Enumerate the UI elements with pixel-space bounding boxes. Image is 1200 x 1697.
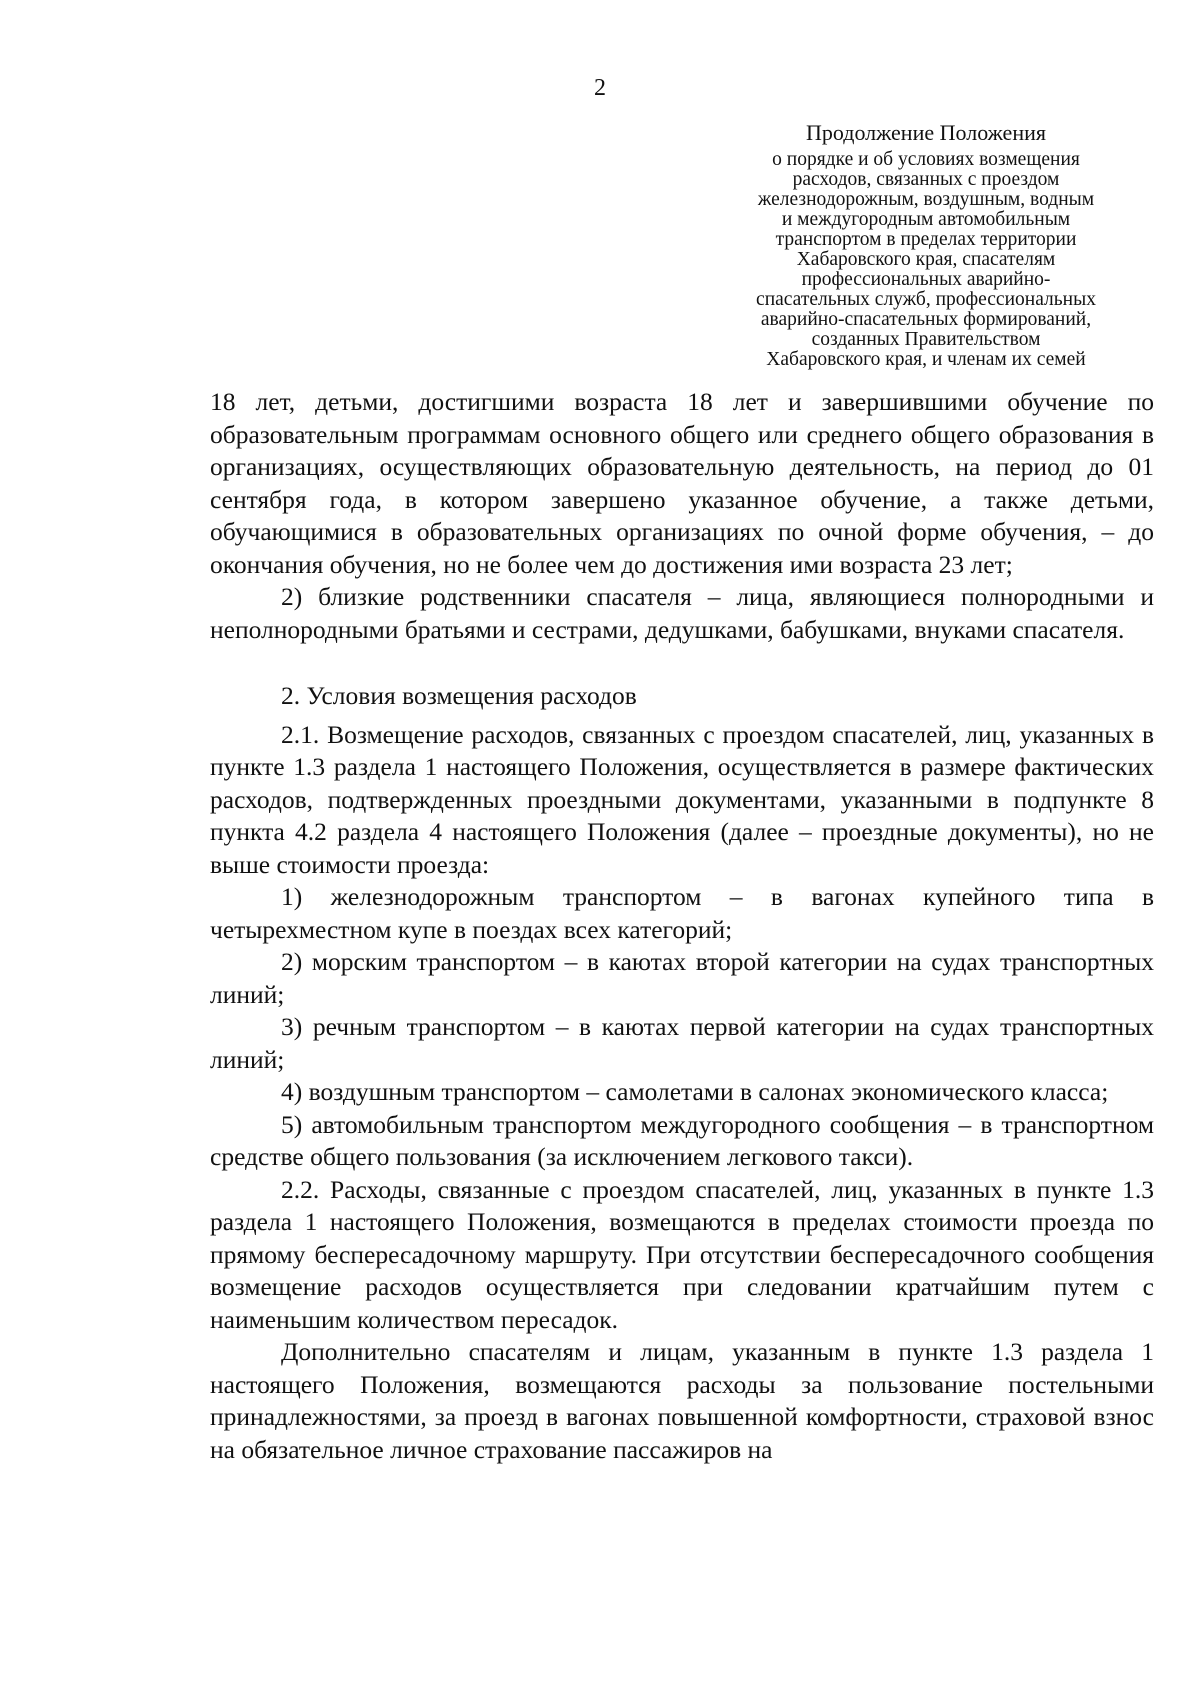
header-line: Хабаровского края, и членам их семей	[766, 349, 1086, 370]
page-number: 2	[594, 75, 606, 101]
header-line: Хабаровского края, спасателям	[796, 249, 1056, 270]
section-title: 2. Условия возмещения расходов	[281, 681, 637, 710]
list-item-air: 4) воздушным транспортом – самолетами в салонах экономического класса;	[281, 1077, 1109, 1106]
paragraph-close-relatives: 2) близкие родственники спасателя – лица, являющиеся полнородными и неполнородными братьями и сестрами, дедушками, бабушками, внуками спасателя.	[210, 582, 1154, 644]
list-item-road: 5) автомобильным транспортом междугородного сообщения – в транспортном средстве общего пользования (за исключением легкового такси).	[210, 1109, 1154, 1171]
list-item-sea: 2) морским транспортом – в каютах второй категории на судах транспортных линий;	[210, 947, 1154, 1009]
paragraph-additional: Дополнительно спасателям и лицам, указанным в пункте 1.3 раздела 1 настоящего Положения, возмещаются расходы за пользование постельными принадлежностями, за проезд в вагонах повышенной комфортности, страховой взнос на обязательное личное страхование пассажиров на	[210, 1337, 1154, 1464]
header-line: расходов, связанных с проездом	[792, 169, 1060, 190]
header-line: железнодорожным, воздушным, водным	[757, 189, 1095, 210]
document-body	[210, 386, 1154, 1466]
header-line: и междугородным автомобильным	[781, 209, 1071, 230]
header-line: транспортом в пределах территории	[775, 229, 1077, 250]
paragraph-continuation: 18 лет, детьми, достигшими возраста 18 лет и завершившими обучение по образовательным программам основного общего или среднего общего образования в организациях, осуществляющих образовательную деятельность, на период до 01 сентября года, в котором завершено указанное обучение, а также детьми, обучающимися в образовательных организациях по очной форме обучения, – до окончания обучения, но не более чем до достижения ими возраста 23 лет;	[210, 387, 1154, 579]
header-line: созданных Правительством	[811, 329, 1041, 350]
document-header	[706, 120, 1146, 370]
header-line: о порядке и об условиях возмещения	[772, 149, 1080, 170]
paragraph-spacer	[210, 646, 1154, 680]
header-line: спасательных служб, профессиональных	[756, 289, 1096, 310]
list-item-river: 3) речным транспортом – в каютах первой категории на судах транспортных линий;	[210, 1012, 1154, 1074]
paragraph-2-2: 2.2. Расходы, связанные с проездом спасателей, лиц, указанных в пункте 1.3 раздела 1 настоящего Положения, возмещаются в пределах стоимости проезда по прямому беспересадочному маршруту. При отсутствии беспересадочного сообщения возмещение расходов осуществляется при следовании кратчайшим путем с наименьшим количеством пересадок.	[210, 1174, 1154, 1334]
header-title: Продолжение Положения	[806, 120, 1046, 145]
header-line: профессиональных аварийно-	[801, 269, 1051, 290]
list-item-rail: 1) железнодорожным транспортом – в вагонах купейного типа в четырехместном купе в поездах всех категорий;	[210, 882, 1154, 944]
paragraph-2-1: 2.1. Возмещение расходов, связанных с проездом спасателей, лиц, указанных в пункте 1.3 раздела 1 настоящего Положения, осуществляется в размере фактических расходов, подтвержденных проездными документами, указанными в подпункте 8 пункта 4.2 раздела 4 настоящего Положения (далее – проездные документы), но не выше стоимости проезда:	[210, 719, 1154, 879]
header-line: аварийно-спасательных формирований,	[760, 309, 1092, 330]
